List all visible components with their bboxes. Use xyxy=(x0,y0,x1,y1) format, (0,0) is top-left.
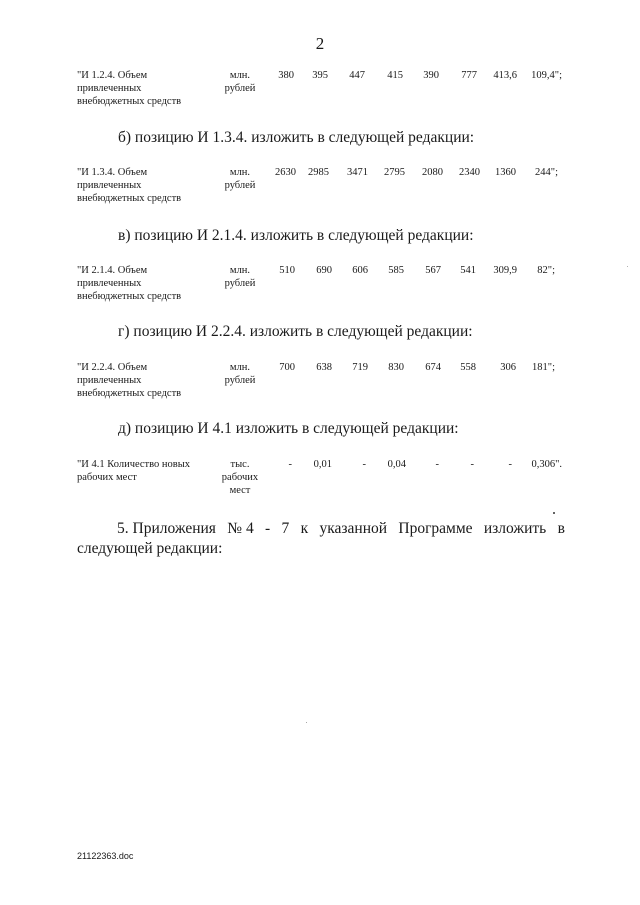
value-cell: 638 xyxy=(316,362,332,373)
value-cell: 2340 xyxy=(459,167,480,178)
value-cell: 309,9 xyxy=(493,265,517,276)
unit-label: млн. рублей xyxy=(224,70,256,94)
value-cell: - xyxy=(508,459,512,470)
value-cell: 674 xyxy=(425,362,441,373)
value-cell: 830 xyxy=(388,362,404,373)
indicator-name: "И 1.3.4. Объем привлеченных внебюджетных средств xyxy=(77,167,182,204)
section-heading-v: в) позицию И 2.1.4. изложить в следующей редакции: xyxy=(118,227,474,244)
scan-speck xyxy=(627,266,628,267)
indicator-name: "И 2.2.4. Объем привлеченных внебюджетных средств xyxy=(77,362,182,399)
value-cell: - xyxy=(435,459,439,470)
value-cell: 390 xyxy=(423,70,439,81)
value-cell: 0,306". xyxy=(531,459,562,470)
indicator-name: "И 4.1 Количество новых рабочих мест xyxy=(77,459,191,483)
page-number: 2 xyxy=(315,34,325,53)
value-cell: 1360 xyxy=(495,167,516,178)
paragraph-5 xyxy=(77,519,565,559)
indicator-name: "И 2.1.4. Объем привлеченных внебюджетных средств xyxy=(77,265,182,302)
value-cell: 606 xyxy=(352,265,368,276)
section-heading-g: г) позицию И 2.2.4. изложить в следующей редакции: xyxy=(118,323,473,340)
value-cell: 244"; xyxy=(535,167,558,178)
unit-label: тыс. рабочих мест xyxy=(221,459,259,496)
paragraph-line: 5. Приложения № 4 - 7 к указанной Программе изложить в xyxy=(117,520,565,537)
value-cell: 510 xyxy=(279,265,295,276)
value-cell: 0,04 xyxy=(387,459,406,470)
value-cell: 0,01 xyxy=(313,459,332,470)
value-cell: 2795 xyxy=(384,167,405,178)
document-file-code: 21122363.doc xyxy=(77,851,134,861)
indicator-name: "И 1.2.4. Объем привлеченных внебюджетных средств xyxy=(77,70,182,107)
value-cell: - xyxy=(470,459,474,470)
section-heading-d: д) позицию И 4.1 изложить в следующей редакции: xyxy=(118,420,459,437)
value-cell: 2985 xyxy=(308,167,329,178)
value-cell: - xyxy=(288,459,292,470)
value-cell: 541 xyxy=(460,265,476,276)
value-cell: 413,6 xyxy=(493,70,517,81)
value-cell: 567 xyxy=(425,265,441,276)
scan-speck xyxy=(553,512,555,514)
value-cell: 700 xyxy=(279,362,295,373)
value-cell: 82"; xyxy=(537,265,555,276)
value-cell: 690 xyxy=(316,265,332,276)
value-cell: 109,4"; xyxy=(531,70,562,81)
value-cell: 395 xyxy=(312,70,328,81)
value-cell: - xyxy=(362,459,366,470)
unit-label: млн. рублей xyxy=(224,362,256,386)
value-cell: 3471 xyxy=(347,167,368,178)
unit-label: млн. рублей xyxy=(224,167,256,191)
unit-label: млн. рублей xyxy=(224,265,256,289)
scan-speck xyxy=(306,722,307,723)
section-heading-b: б) позицию И 1.3.4. изложить в следующей редакции: xyxy=(118,129,475,146)
value-cell: 380 xyxy=(278,70,294,81)
paragraph-line: следующей редакции: xyxy=(77,540,223,557)
value-cell: 181"; xyxy=(532,362,555,373)
value-cell: 585 xyxy=(388,265,404,276)
value-cell: 447 xyxy=(349,70,365,81)
value-cell: 306 xyxy=(500,362,516,373)
value-cell: 2080 xyxy=(422,167,443,178)
value-cell: 777 xyxy=(461,70,477,81)
value-cell: 415 xyxy=(387,70,403,81)
value-cell: 558 xyxy=(460,362,476,373)
value-cell: 2630 xyxy=(275,167,296,178)
value-cell: 719 xyxy=(352,362,368,373)
